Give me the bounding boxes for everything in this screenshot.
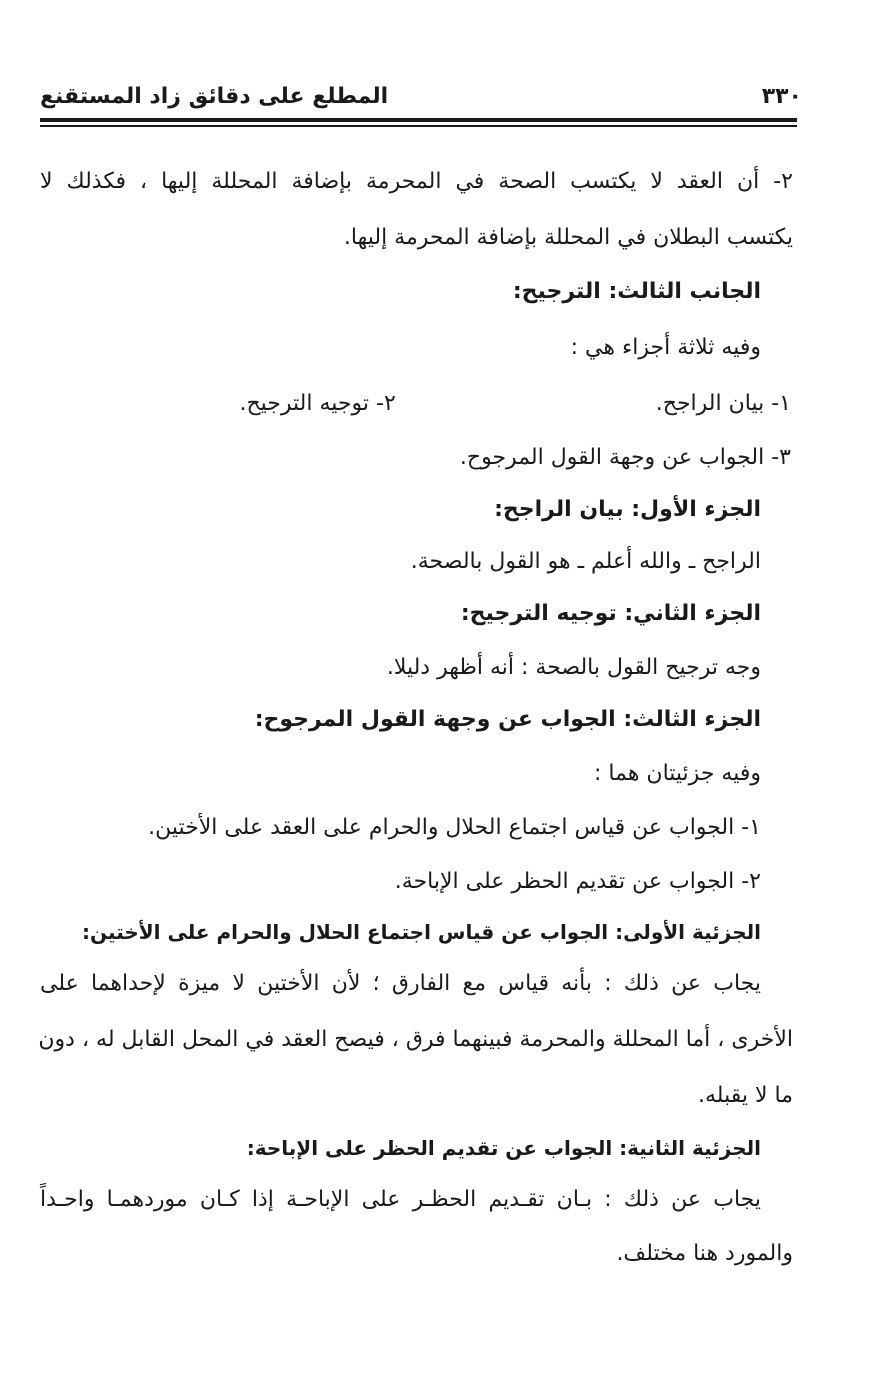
running-title: المطلع على دقائق زاد المستقنع <box>40 84 389 109</box>
numbered-list-row <box>40 388 791 420</box>
paragraph-line: ٢- أن العقد لا يكتسب الصحة في المحرمة بإضافة المحللة إليها ، فكذلك لا <box>40 169 793 194</box>
page-header <box>40 84 802 116</box>
list-item: ٢- توجيه الترجيح. <box>239 391 396 416</box>
paragraph-line: وجه ترجيح القول بالصحة : أنه أظهر دليلا. <box>386 655 761 680</box>
paragraph-line: يكتسب البطلان في المحللة بإضافة المحرمة إليها. <box>343 225 793 250</box>
paragraph-line: وفيه ثلاثة أجزاء هي : <box>570 335 761 360</box>
section-heading: الجزئية الأولى: الجواب عن قياس اجتماع الحلال والحرام على الأختين: <box>82 920 761 944</box>
paragraph-line: ما لا يقبله. <box>698 1083 793 1108</box>
section-heading: الجزئية الثانية: الجواب عن تقديم الحظر على الإباحة: <box>246 1136 761 1160</box>
header-rule-thin <box>40 125 797 127</box>
list-item: ٣- الجواب عن وجهة القول المرجوح. <box>459 445 791 470</box>
header-rule-thick <box>40 118 797 122</box>
list-item: ١- بيان الراجح. <box>655 391 791 416</box>
list-item: ٢- الجواب عن تقديم الحظر على الإباحة. <box>394 869 761 894</box>
section-heading: الجزء الأول: بيان الراجح: <box>494 497 761 522</box>
paragraph-line: الراجح ـ والله أعلم ـ هو القول بالصحة. <box>410 549 761 574</box>
section-heading: الجانب الثالث: الترجيح: <box>512 279 761 304</box>
paragraph-line: الأخرى ، أما المحللة والمحرمة فبينهما فرق ، فيصح العقد في المحل القابل له ، دون <box>38 1027 793 1052</box>
section-heading: الجزء الثاني: توجيه الترجيح: <box>460 601 761 626</box>
paragraph-line: والمورد هنا مختلف. <box>616 1241 793 1266</box>
section-heading: الجزء الثالث: الجواب عن وجهة القول المرجوح: <box>254 707 761 732</box>
paragraph-line: وفيه جزئيتان هما : <box>594 761 761 786</box>
page-number: ٣٣٠ <box>761 84 802 109</box>
list-item: ١- الجواب عن قياس اجتماع الحلال والحرام على العقد على الأختين. <box>148 815 761 840</box>
paragraph-line: يجاب عن ذلك : بـان تقـديم الحظـر على الإباحـة إذا كـان موردهمـا واحـداً <box>40 1187 761 1212</box>
paragraph-line: يجاب عن ذلك : بأنه قياس مع الفارق ؛ لأن الأختين لا ميزة لإحداهما على <box>40 971 761 996</box>
